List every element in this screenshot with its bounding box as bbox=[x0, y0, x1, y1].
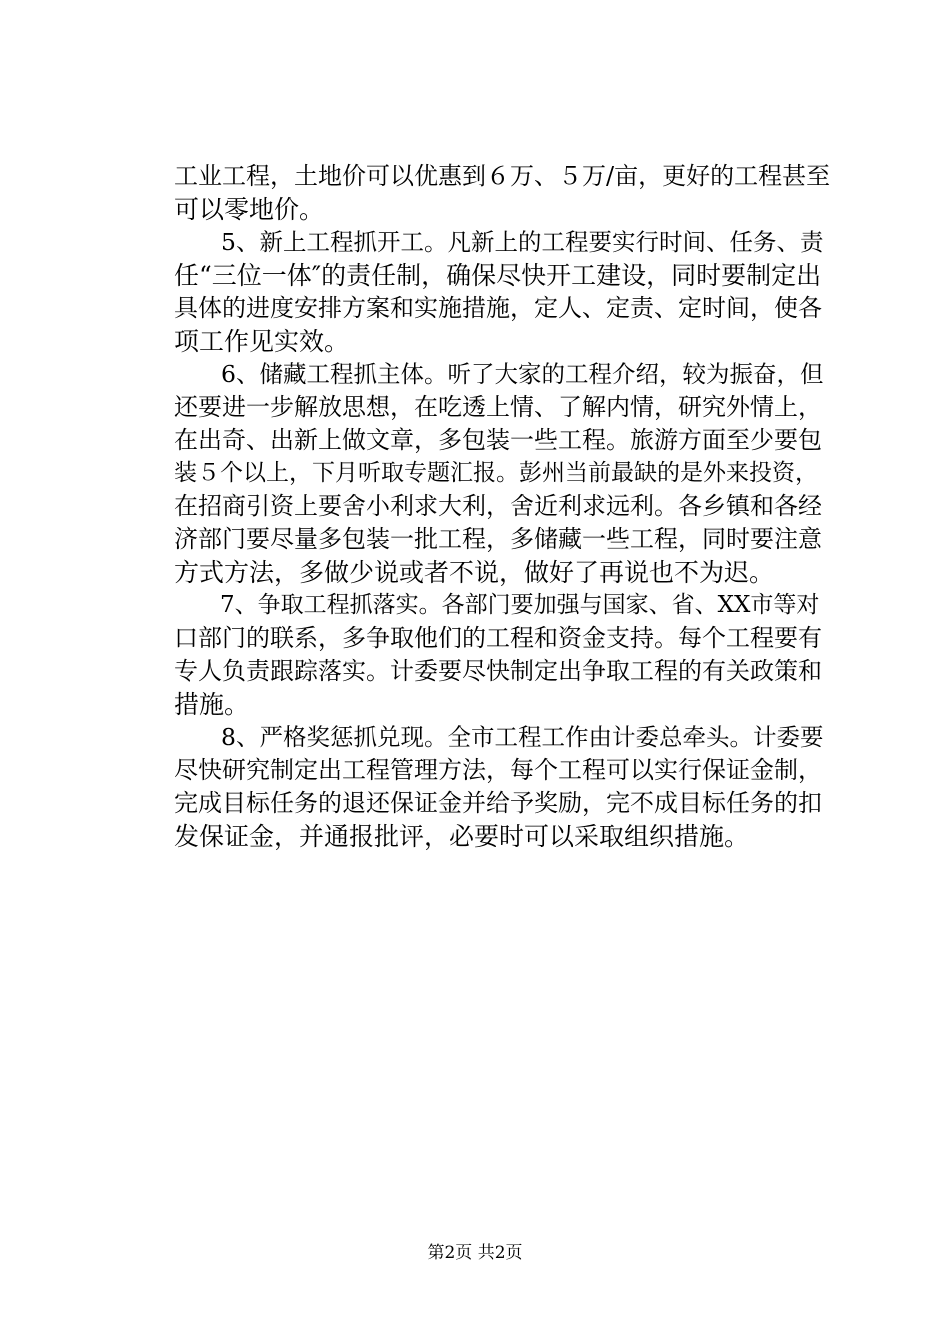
text-line: 在招商引资上要舍小利求大利，舍近利求远利。各乡镇和各经 bbox=[174, 492, 822, 520]
text-line: 发保证金，并通报批评，必要时可以采取组织措施。 bbox=[174, 822, 750, 851]
text-line: 6、储藏工程抓主体。听了大家的工程介绍，较为振奋，但 bbox=[174, 360, 824, 388]
text-line: 口部门的联系，多争取他们的工程和资金支持。每个工程要有 bbox=[174, 624, 822, 652]
text-line: 工业工程，土地价可以优惠到６万、５万/亩，更好的工程甚至 bbox=[174, 162, 831, 190]
text-line: 装５个以上，下月听取专题汇报。彭州当前最缺的是外来投资， bbox=[174, 460, 818, 486]
text-line: 专人负责跟踪落实。计委要尽快制定出争取工程的有关政策和 bbox=[174, 657, 822, 685]
text-line: 济部门要尽量多包装一批工程，多储藏一些工程，同时要注意 bbox=[174, 525, 822, 553]
page-number-footer: 第2页 共2页 bbox=[427, 1243, 523, 1263]
text-line: 5、新上工程抓开工。凡新上的工程要实行时间、任务、责 bbox=[174, 228, 824, 256]
text-line: 可以零地价。 bbox=[174, 195, 325, 224]
text-line: 在出奇、出新上做文章，多包装一些工程。旅游方面至少要包 bbox=[174, 426, 822, 454]
text-line: 尽快研究制定出工程管理方法，每个工程可以实行保证金制， bbox=[174, 756, 822, 784]
document-body bbox=[174, 160, 830, 853]
text-line: 任“三位一体″的责任制，确保尽快开工建设，同时要制定出 bbox=[174, 261, 822, 290]
text-line: 完成目标任务的退还保证金并给予奖励，完不成目标任务的扣 bbox=[174, 789, 822, 817]
text-line: 具体的进度安排方案和实施措施，定人、定责、定时间，使各 bbox=[174, 294, 822, 322]
text-line: 项工作见实效。 bbox=[174, 327, 350, 356]
text-line: 7、争取工程抓落实。各部门要加强与国家、省、XX市等对 bbox=[174, 592, 820, 618]
text-line: 8、严格奖惩抓兑现。全市工程工作由计委总牵头。计委要 bbox=[174, 723, 824, 751]
text-line: 措施。 bbox=[174, 690, 250, 719]
text-line: 方式方法，多做少说或者不说，做好了再说也不为迟。 bbox=[174, 558, 775, 587]
text-line: 还要进一步解放思想，在吃透上情、了解内情，研究外情上， bbox=[174, 393, 822, 421]
